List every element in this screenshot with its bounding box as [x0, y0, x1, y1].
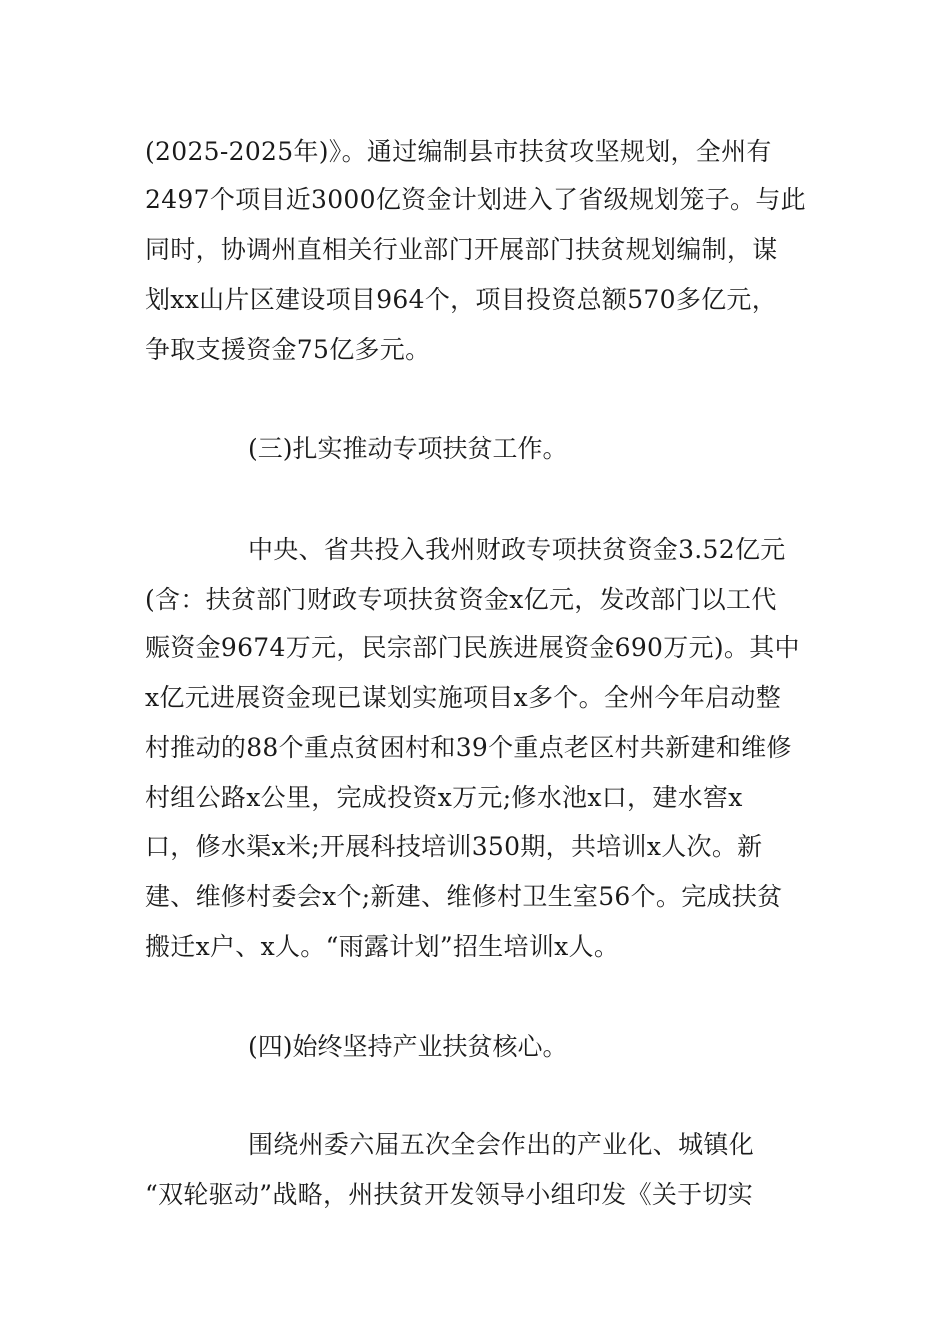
text-line: “双轮驱动”战略，州扶贫开发领导小组印发《关于切实 [145, 1180, 754, 1209]
text-line: 划xx山片区建设项目964个，项目投资总额570多亿元， [145, 285, 778, 314]
text-line: 口，修水渠x米;开展科技培训350期，共培训x人次。新 [145, 832, 763, 861]
section-heading-4: (四)始终坚持产业扶贫核心。 [248, 1032, 568, 1061]
text-line: x亿元进展资金现已谋划实施项目x多个。全州今年启动整 [145, 683, 782, 712]
text-line: 建、维修村委会x个;新建、维修村卫生室56个。完成扶贫 [145, 882, 783, 911]
text-line: 围绕州委六届五次全会作出的产业化、城镇化 [248, 1130, 755, 1159]
text-line: 2497个项目近3000亿资金计划进入了省级规划笼子。与此 [145, 185, 806, 214]
section-heading-3: (三)扎实推动专项扶贫工作。 [248, 434, 568, 463]
text-line: 村推动的88个重点贫困村和39个重点老区村共新建和维修 [145, 733, 792, 762]
text-line: 赈资金9674万元，民宗部门民族进展资金690万元)。其中 [145, 633, 800, 662]
text-line: 争取支援资金75亿多元。 [145, 335, 431, 364]
text-line: 同时，协调州直相关行业部门开展部门扶贫规划编制，谋 [145, 235, 778, 264]
text-line: 村组公路x公里，完成投资x万元;修水池x口，建水窖x [145, 783, 743, 812]
text-line: (2025-2025年)》。通过编制县市扶贫攻坚规划，全州有 [145, 137, 772, 166]
text-line: 搬迁x户、x人。“雨露计划”招生培训x人。 [145, 932, 620, 961]
text-line: (含：扶贫部门财政专项扶贫资金x亿元，发改部门以工代 [145, 585, 777, 614]
text-line: 中央、省共投入我州财政专项扶贫资金3.52亿元 [248, 535, 786, 564]
